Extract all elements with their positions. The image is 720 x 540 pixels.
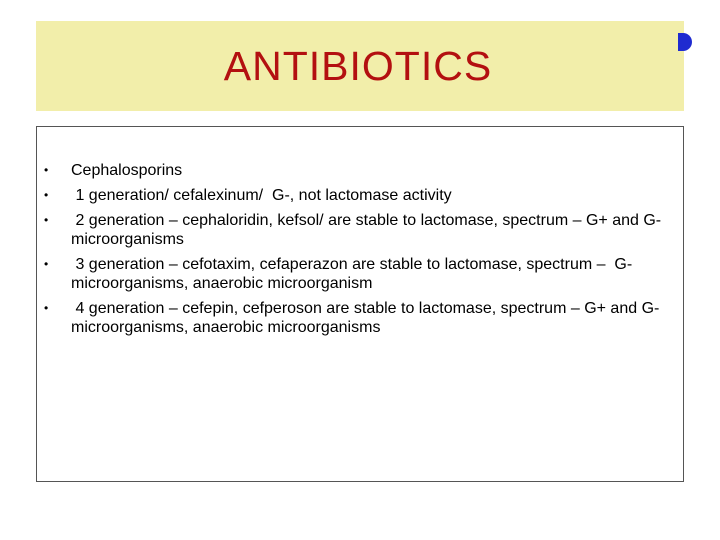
- bullet-dot: •: [44, 301, 49, 315]
- content-box: [36, 126, 684, 482]
- corner-accent-shape: [678, 33, 692, 51]
- bullet-text: 3 generation – cefotaxim, cefaperazon are stable to lactomase, spectrum – G- microorganisms, anaerobic microorganism: [71, 256, 637, 292]
- bullet-dot: •: [44, 257, 49, 271]
- bullet-item-3: [37, 211, 683, 249]
- bullet-text: 4 generation – cefepin, cefperoson are stable to lactomase, spectrum – G+ and G- microorganisms, anaerobic microorganisms: [71, 300, 664, 336]
- bullet-text: Cephalosporins: [71, 162, 183, 179]
- bullet-text: 1 generation/ cefalexinum/ G-, not lactomase activity: [71, 187, 452, 204]
- bullet-item-5: [37, 299, 683, 337]
- bullet-item-4: [37, 255, 683, 293]
- bullet-item-2: [37, 186, 683, 205]
- title-banner: [36, 21, 684, 111]
- bullet-text: 2 generation – cephaloridin, kefsol/ are stable to lactomase, spectrum – G+ and G- microorganisms: [71, 212, 666, 248]
- bullet-item-1: [37, 161, 683, 180]
- bullet-list: [37, 161, 683, 343]
- slide-title: ANTIBIOTICS: [223, 42, 493, 89]
- bullet-dot: •: [44, 163, 49, 177]
- bullet-dot: •: [44, 188, 49, 202]
- bullet-dot: •: [44, 213, 49, 227]
